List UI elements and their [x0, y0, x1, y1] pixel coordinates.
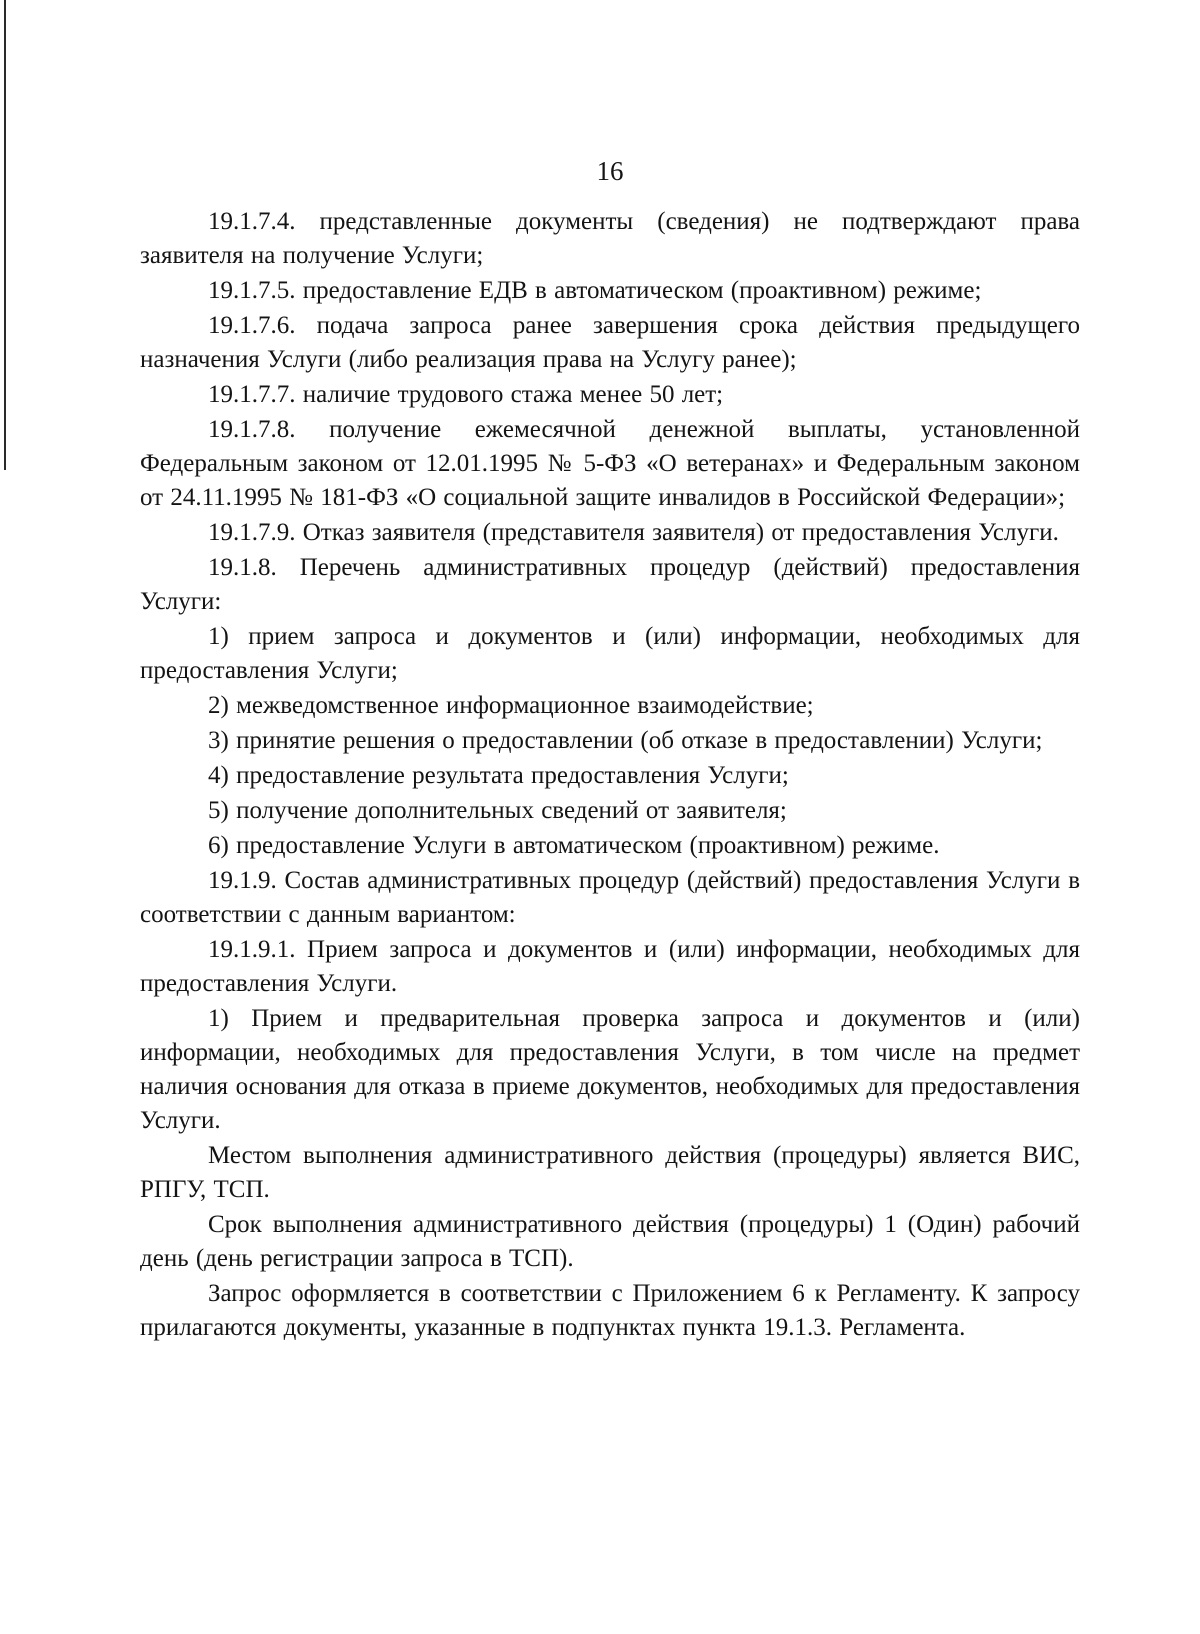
paragraph-19-1-7-9: 19.1.7.9. Отказ заявителя (представителя заявителя) от предоставления Услуги.	[208, 519, 1059, 546]
paragraph-19-1-7-5: 19.1.7.5. предоставление ЕДВ в автоматическом (проактивном) режиме;	[208, 277, 982, 304]
paragraph-19-1-7-8: 19.1.7.8. получение ежемесячной денежной выплаты, установленной Федеральным законом от 12.01.1995 № 5-ФЗ «О ветеранах» и Федеральным законом от 24.11.1995 № 181-ФЗ «О социальной защите инвалидов в Российской Федерации»;	[140, 416, 1080, 511]
list-item-5: 5) получение дополнительных сведений от заявителя;	[208, 797, 787, 824]
list-item-2: 2) межведомственное информационное взаимодействие;	[208, 692, 814, 719]
paragraph-place: Местом выполнения административного действия (процедуры) является ВИС, РПГУ, ТСП.	[140, 1142, 1080, 1203]
paragraph-19-1-7-4: 19.1.7.4. представленные документы (сведения) не подтверждают права заявителя на получение Услуги;	[140, 208, 1080, 269]
document-body	[140, 205, 1080, 1345]
list-item-4: 4) предоставление результата предоставления Услуги;	[208, 762, 789, 789]
step-item-1: 1) Прием и предварительная проверка запроса и документов и (или) информации, необходимых для предоставления Услуги, в том числе на предмет наличия основания для отказа в приеме документов, необходимых для предоставления Услуги.	[140, 1005, 1080, 1134]
list-item-3: 3) принятие решения о предоставлении (об отказе в предоставлении) Услуги;	[208, 727, 1043, 754]
paragraph-19-1-9-1: 19.1.9.1. Прием запроса и документов и (или) информации, необходимых для предоставления Услуги.	[140, 936, 1080, 997]
paragraph-19-1-7-7: 19.1.7.7. наличие трудового стажа менее 50 лет;	[208, 381, 724, 408]
paragraph-19-1-8: 19.1.8. Перечень административных процедур (действий) предоставления Услуги:	[140, 554, 1080, 615]
list-item-1: 1) прием запроса и документов и (или) информации, необходимых для предоставления Услуги;	[140, 623, 1080, 684]
paragraph-19-1-9: 19.1.9. Состав административных процедур (действий) предоставления Услуги в соответствии с данным вариантом:	[140, 867, 1080, 928]
paragraph-request: Запрос оформляется в соответствии с Приложением 6 к Регламенту. К запросу прилагаются документы, указанные в подпунктах пункта 19.1.3. Регламента.	[140, 1280, 1080, 1341]
scan-edge-line	[4, 0, 6, 470]
paragraph-19-1-7-6: 19.1.7.6. подача запроса ранее завершения срока действия предыдущего назначения Услуги (либо реализация права на Услугу ранее);	[140, 312, 1080, 373]
page-number: 16	[596, 156, 624, 186]
list-item-6: 6) предоставление Услуги в автоматическом (проактивном) режиме.	[208, 832, 940, 859]
paragraph-term: Срок выполнения административного действия (процедуры) 1 (Один) рабочий день (день регистрации запроса в ТСП).	[140, 1211, 1080, 1272]
